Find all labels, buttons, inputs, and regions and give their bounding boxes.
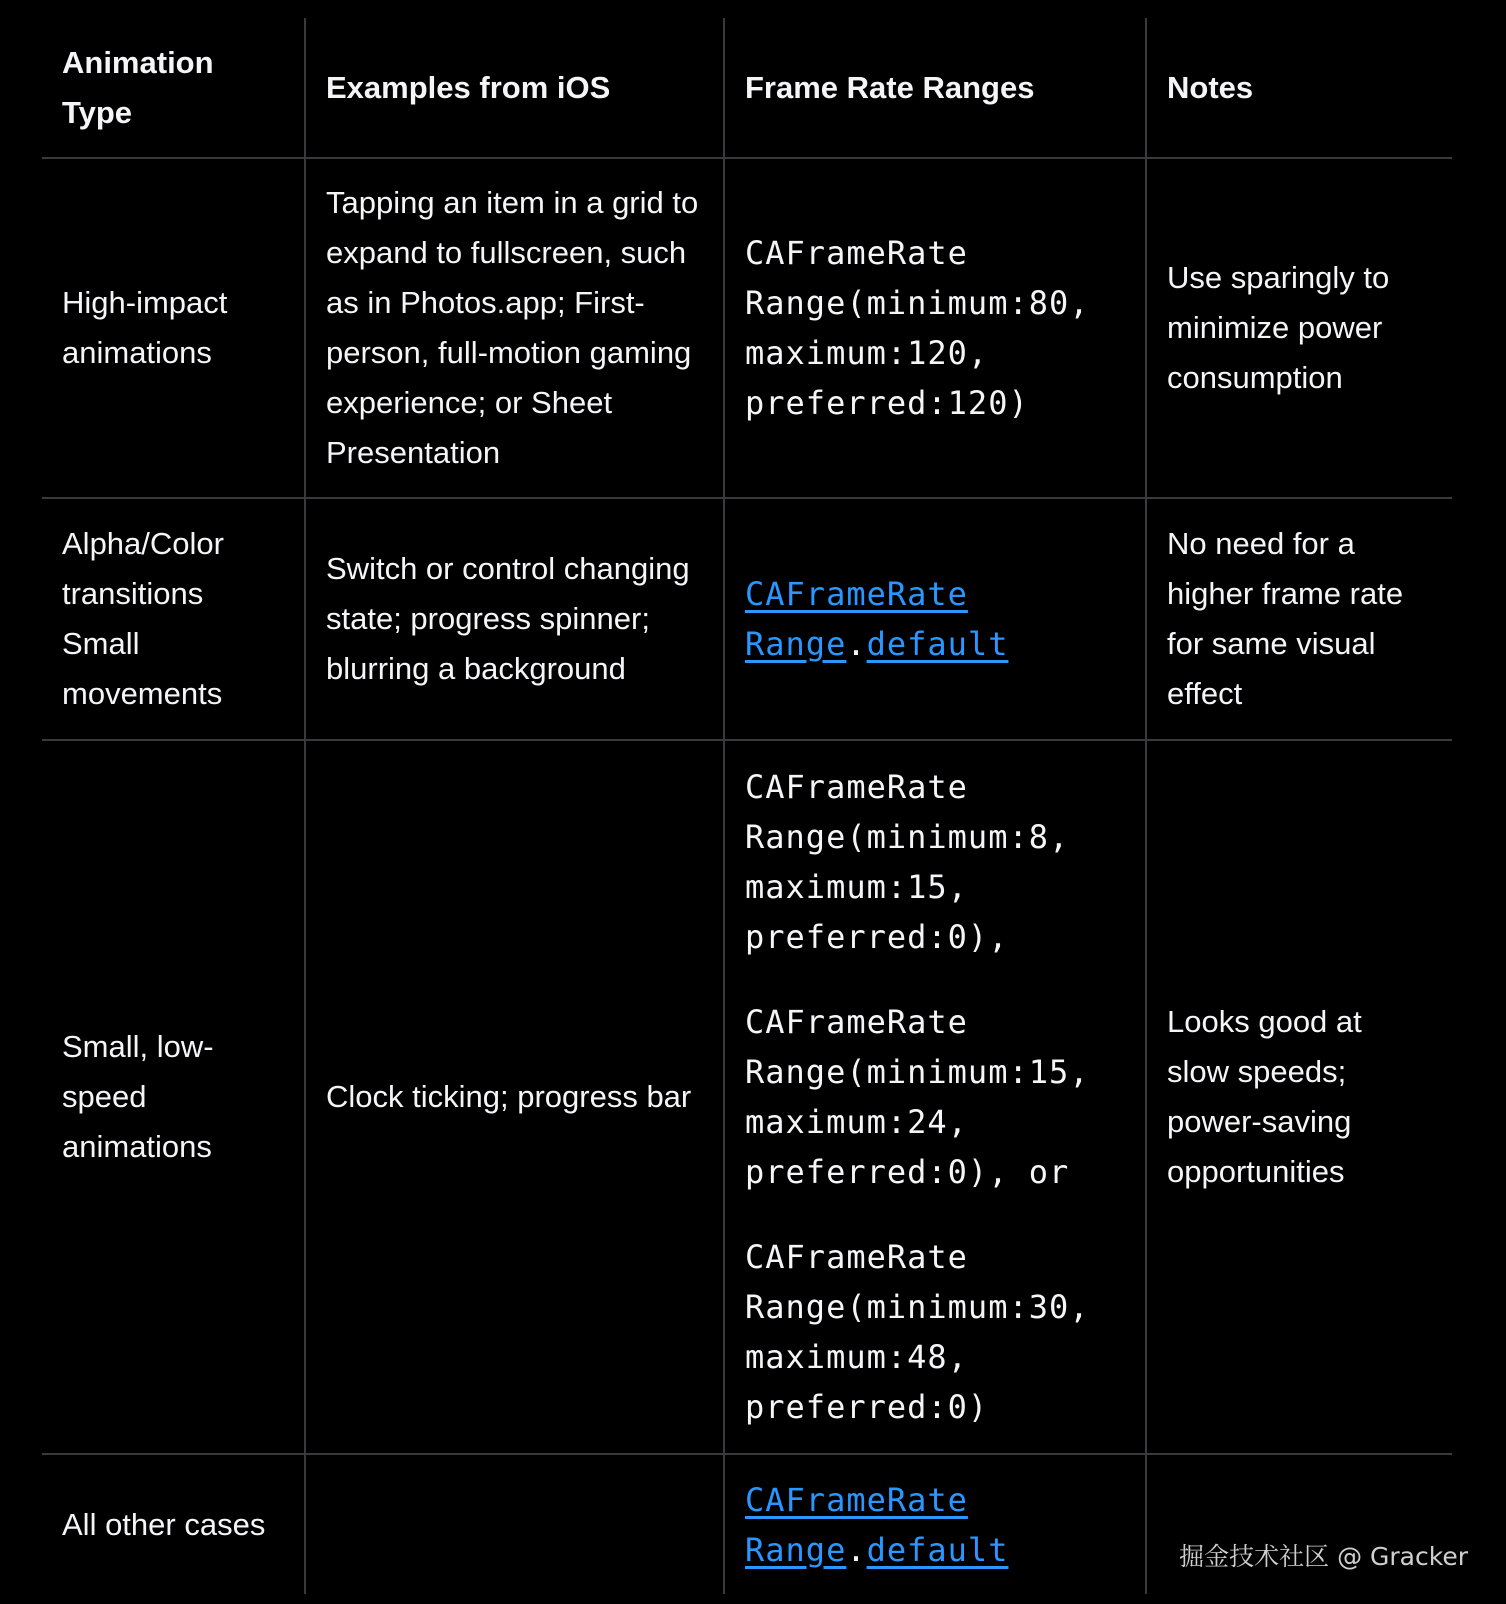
frame-rate-cell xyxy=(724,740,1146,1454)
type-line: Small movements xyxy=(62,626,223,711)
caframerate-link[interactable]: CAFrameRate xyxy=(745,1480,968,1519)
frame-rate-cell xyxy=(724,1454,1146,1594)
code-line: Range(minimum:80, xyxy=(745,284,1090,322)
notes-cell: Looks good at slow speeds; power-saving opportunities xyxy=(1146,740,1452,1454)
default-link[interactable]: default xyxy=(866,1530,1009,1569)
watermark: 掘金技术社区 @ Gracker xyxy=(1179,1542,1468,1571)
caframerate-link[interactable]: CAFrameRate xyxy=(745,575,968,613)
code-line: CAFrameRate xyxy=(745,234,968,272)
code-line: preferred:120) xyxy=(745,384,1029,422)
animation-type-cell xyxy=(42,498,305,740)
code-line: preferred:0), xyxy=(745,918,1009,956)
table-row xyxy=(42,158,1452,498)
code-line: maximum:15, xyxy=(745,868,968,906)
animation-type-cell: High-impact animations xyxy=(42,158,305,498)
frame-rate-table xyxy=(42,18,1452,1594)
range-option xyxy=(745,762,1125,962)
header-notes: Notes xyxy=(1146,18,1452,158)
range-link[interactable]: Range xyxy=(745,625,847,663)
examples-cell: Clock ticking; progress bar xyxy=(305,740,724,1454)
header-frame-rate-ranges: Frame Rate Ranges xyxy=(724,18,1146,158)
code-line: preferred:0) xyxy=(745,1388,989,1426)
examples-cell: Switch or control changing state; progress spinner; blurring a background xyxy=(305,498,724,740)
range-option xyxy=(745,1232,1125,1432)
animation-type-cell: All other cases xyxy=(62,1506,266,1542)
examples-cell: Tapping an item in a grid to expand to fullscreen, such as in Photos.app; First-person, full-motion gaming experience; or Sheet Presentation xyxy=(305,158,724,498)
table-row xyxy=(42,740,1452,1454)
header-animation-type: Animation Type xyxy=(42,18,305,158)
code-line: Range(minimum:15, xyxy=(745,1053,1090,1091)
code-line: CAFrameRate xyxy=(745,1238,968,1276)
code-line: Range(minimum:30, xyxy=(745,1288,1090,1326)
dot-separator: . xyxy=(846,625,867,663)
header-row xyxy=(42,18,1452,158)
table-row xyxy=(42,1454,1452,1594)
examples-cell xyxy=(305,1454,724,1594)
frame-rate-cell xyxy=(724,498,1146,740)
code-line: maximum:120, xyxy=(745,334,989,372)
range-option xyxy=(745,997,1125,1197)
animation-type-cell: Small, low-speed animations xyxy=(42,740,305,1454)
frame-rate-cell xyxy=(724,158,1146,498)
dot-separator: . xyxy=(846,1530,867,1569)
code-line: CAFrameRate xyxy=(745,768,968,806)
type-line: Alpha/Color transitions xyxy=(62,526,224,611)
notes-cell: No need for a higher frame rate for same visual effect xyxy=(1146,498,1452,740)
code-line: maximum:48, xyxy=(745,1338,968,1376)
default-link[interactable]: default xyxy=(866,625,1009,663)
table-row xyxy=(42,498,1452,740)
range-link[interactable]: Range xyxy=(745,1530,847,1569)
header-examples: Examples from iOS xyxy=(305,18,724,158)
notes-cell: Use sparingly to minimize power consumption xyxy=(1146,158,1452,498)
code-line: Range(minimum:8, xyxy=(745,818,1070,856)
code-line: preferred:0), or xyxy=(745,1153,1070,1191)
code-line: CAFrameRate xyxy=(745,1003,968,1041)
notes-cell xyxy=(1146,1454,1452,1594)
code-line: maximum:24, xyxy=(745,1103,968,1141)
